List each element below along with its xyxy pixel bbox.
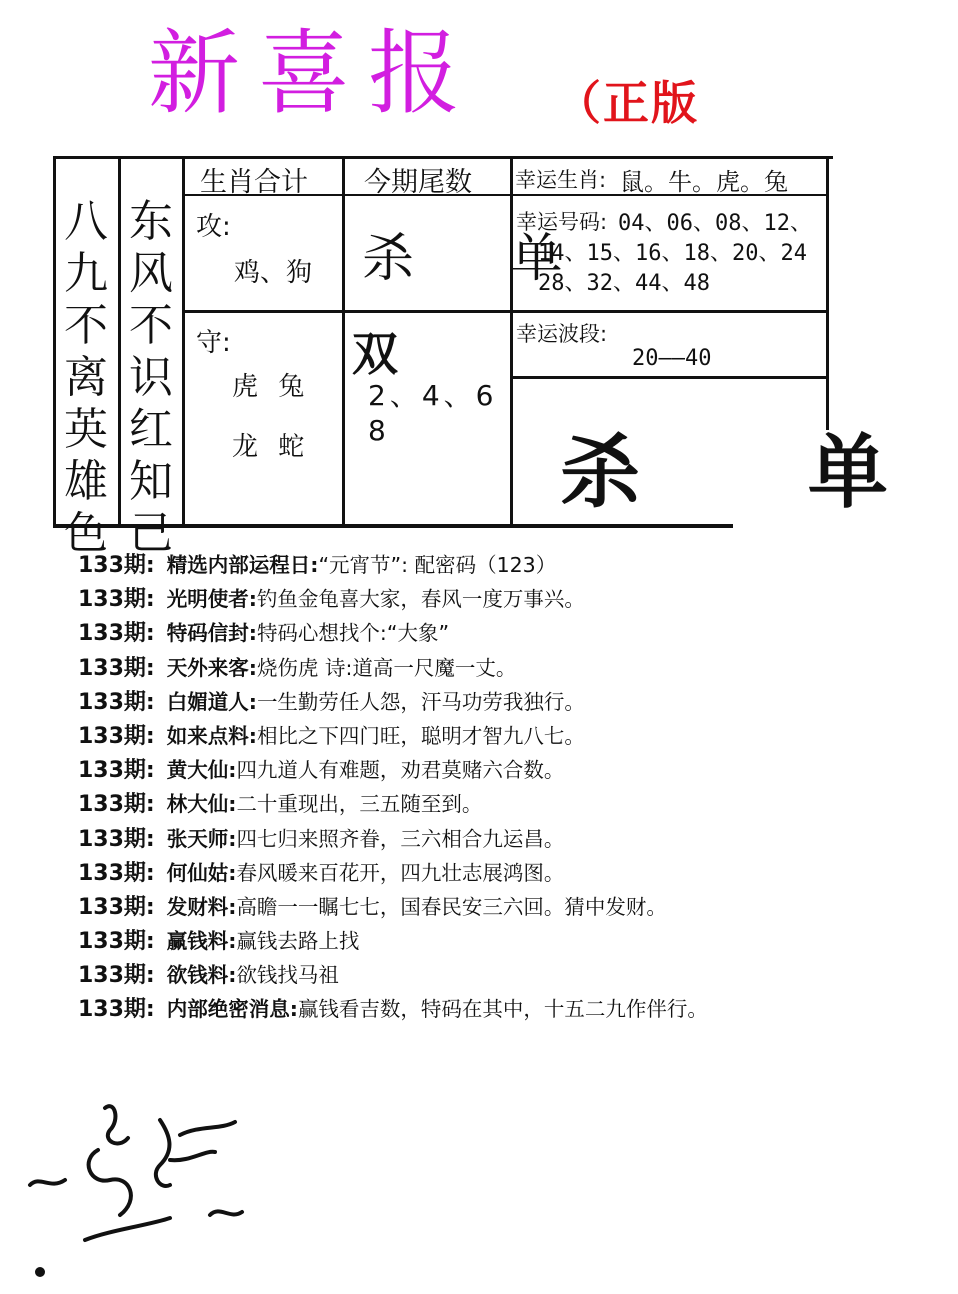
frame-col5 [510,156,513,528]
entry-label: 特码信封: [166,621,257,646]
entry-period: 133期: [78,860,155,886]
lucky-numbers-label: 幸运号码: [516,210,608,234]
entry-period: 133期: [78,655,155,681]
entry-text: 赢钱看吉数，特码在其中，十五二九作伴行。 [297,997,708,1022]
wave-divider [510,376,828,379]
entry-period: 133期: [78,689,155,715]
list-item [78,856,878,890]
entry-label: 精选内部运程日: [166,553,319,577]
entry-text: 钓鱼金龟喜大家，春风一度万事兴。 [256,587,585,612]
attack-value: 鸡、狗 [234,258,313,288]
entry-label: 赢钱料: [166,929,237,954]
list-item [78,992,878,1026]
left-column-text-2: 东风不识红知己 [129,196,173,559]
entry-period: 133期: [78,758,155,784]
lucky-numbers-line-2: 14、15、16、18、20、24 [538,241,807,266]
frame-left [53,156,56,528]
list-item [78,924,878,958]
entry-text: 烧伤虎 诗:道高一尺魔一丈。 [256,655,517,680]
entry-period: 133期: [78,587,155,613]
defend-line-1: 虎 兔 [232,372,311,402]
header-lucky-zodiac-value: 鼠。牛。虎。兔 [620,168,788,196]
entry-period: 133期: [78,894,155,920]
lucky-wave-value: 20——40 [632,346,712,371]
frame-top [53,156,833,159]
header-lucky-zodiac-label: 幸运生肖: [515,168,607,192]
entry-period: 133期: [78,553,155,578]
entry-label: 黄大仙: [166,758,237,783]
page-subtitle: （正版 [555,76,699,130]
entry-label: 光明使者: [166,587,257,612]
entry-text: 特码心想找个:“大象” [256,621,450,646]
ink-sketch-icon [10,1090,260,1280]
info-table [0,0,958,559]
list-item [78,719,878,753]
header-zodiac: 生肖合计 [200,167,308,198]
entry-label: 白媚道人: [166,689,257,714]
tail-title: 双 [352,327,398,381]
mid-divider-right [510,310,828,313]
entry-period: 133期: [78,792,155,818]
entry-period: 133期: [78,723,155,749]
list-item [78,753,878,787]
list-item [78,616,878,650]
left-column-text-1: 八九不离英雄色 [64,196,108,559]
entry-text: “元宵节”: 配密码（123） [318,553,557,577]
big-slogan: 杀 单 [560,426,958,519]
tail-digits-line-2: 8 [368,414,390,447]
list-item [78,548,878,582]
entry-label: 张天师: [166,826,237,851]
lucky-numbers-line-1: 04、06、08、12、 [618,211,812,236]
entry-text: 高瞻一一瞩七七，国春民安三六回。猜中发财。 [236,894,667,919]
entry-label: 林大仙: [166,792,237,817]
entry-text: 四九道人有难题，劝君莫赌六合数。 [236,758,565,783]
entry-text: 二十重现出，三五随至到。 [236,792,483,817]
entry-text: 春风暖来百花开，四九壮志展鸿图。 [236,860,565,885]
frame-col2 [118,156,121,528]
tail-slogan: 杀 单 [362,229,603,289]
mid-divider-left [182,310,512,313]
entry-period: 133期: [78,826,155,852]
frame-col3 [182,156,185,528]
entry-period: 133期: [78,621,155,647]
entry-period: 133期: [78,929,155,955]
entry-label: 发财料: [166,894,237,919]
entry-text: 赢钱去路上找 [236,929,360,954]
list-item [78,651,878,685]
list-item [78,822,878,856]
page-title: 新喜报 [148,20,479,127]
list-item [78,890,878,924]
defend-line-2: 龙 蛇 [232,432,311,462]
list-item [78,787,878,821]
entry-period: 133期: [78,963,155,989]
defend-label: 守: [196,328,231,358]
entry-label: 天外来客: [166,655,257,680]
entry-list [78,548,878,1027]
entry-label: 何仙姑: [166,860,237,885]
frame-right [826,156,829,430]
header-tail: 今期尾数 [364,167,472,198]
lucky-wave-label: 幸运波段: [516,322,608,346]
frame-col4 [342,156,345,528]
attack-label: 攻: [196,212,231,242]
entry-label: 欲钱料: [166,963,237,988]
list-item [78,958,878,992]
entry-period: 133期: [78,997,155,1023]
list-item [78,685,878,719]
entry-text: 一生勤劳任人怨，汗马功劳我独行。 [256,689,585,714]
entry-text: 欲钱找马祖 [236,963,339,988]
entry-label: 内部绝密消息: [166,997,298,1022]
entry-text: 相比之下四门旺，聪明才智九八七。 [256,723,585,748]
entry-label: 如来点料: [166,723,257,748]
entry-text: 四七归来照齐眷，三六相合九运昌。 [236,826,565,851]
tail-digits-line-1: 2、4、6 [368,379,498,412]
list-item [78,582,878,616]
lucky-numbers-line-3: 28、32、44、48 [538,271,710,296]
